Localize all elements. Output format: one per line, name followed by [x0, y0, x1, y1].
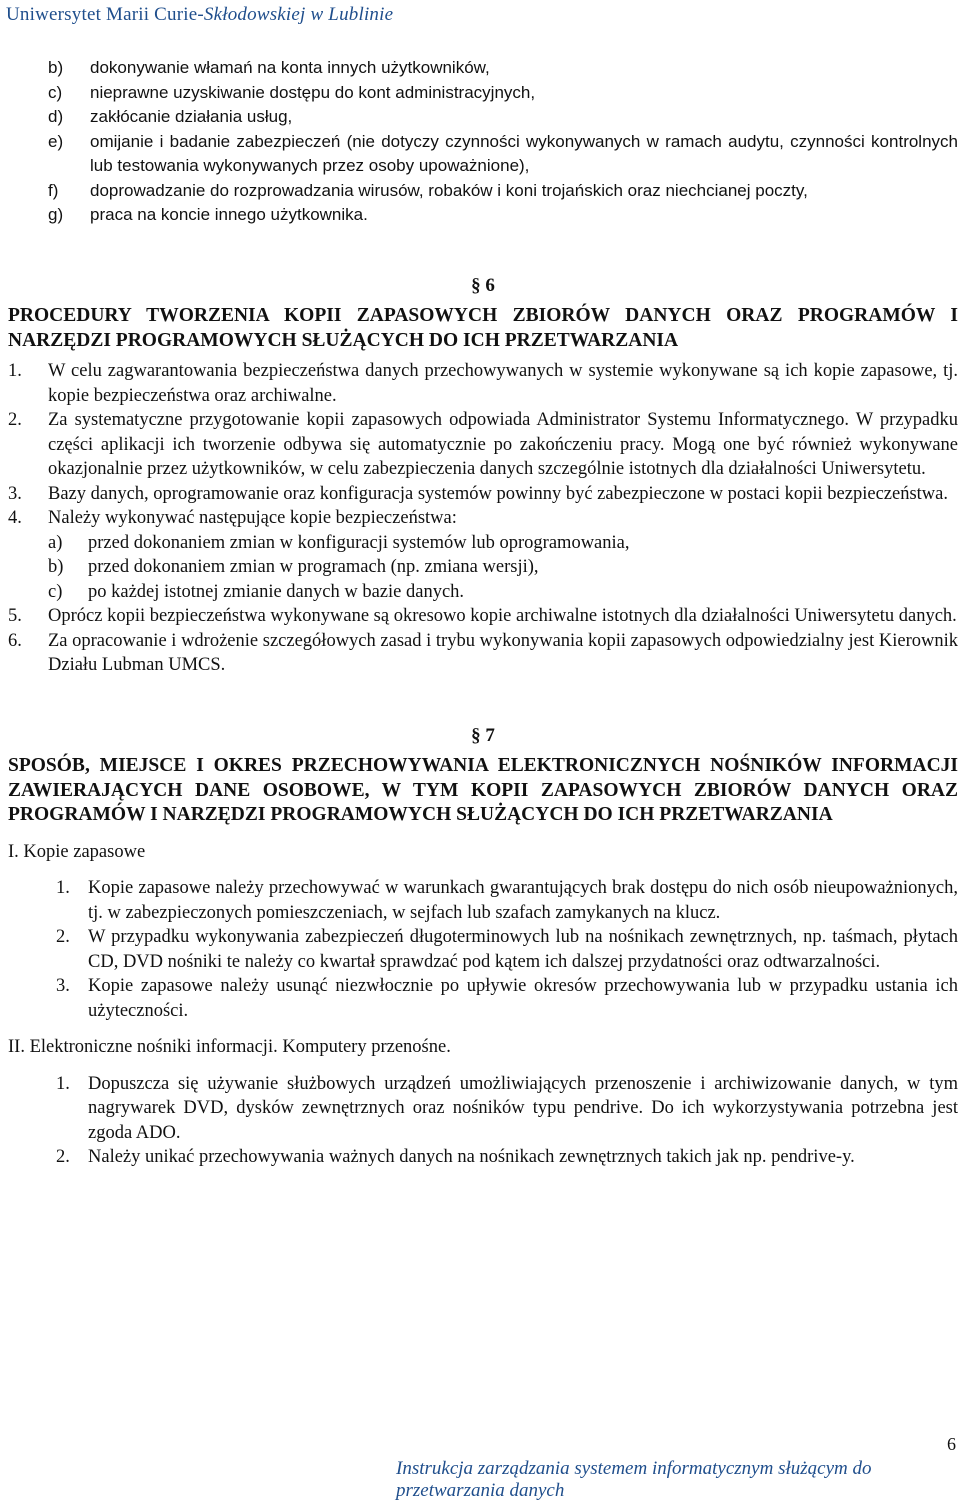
- part-2-list: [8, 1072, 958, 1170]
- list-item: b) dokonywanie włamań na konta innych użytkowników,: [48, 58, 490, 77]
- list-item: 5. Oprócz kopii bezpieczeństwa wykonywane są okresowo kopie archiwalne istotnych dla działalności Uniwersytetu danych.: [8, 606, 957, 626]
- page-number: 6: [947, 1434, 956, 1454]
- list-item: 1. Dopuszcza się używanie służbowych urządzeń umożliwiających przenoszenie i archiwizowanie danych, w tym nagrywarek DVD, dysków zewnętrznych oraz nośników typu pendrive. Do ich wykorzystywania potrzebna jest zgoda ADO.: [56, 1073, 958, 1143]
- list-item: 4. Należy wykonywać następujące kopie bezpieczeństwa:: [8, 508, 457, 528]
- part-2-heading: II. Elektroniczne nośniki informacji. Komputery przenośne.: [8, 1037, 451, 1057]
- list-item: c) po każdej istotnej zmianie danych w bazie danych.: [48, 581, 465, 602]
- list-item: 3. Kopie zapasowe należy usunąć niezwłocznie po upływie okresów przechowywania lub w przypadku ustania ich użyteczności.: [56, 976, 958, 1021]
- intro-list: [8, 56, 958, 228]
- part-1-list: [8, 876, 958, 1023]
- document-body: [8, 56, 958, 1170]
- section-7-title: SPOSÓB, MIEJSCE I OKRES PRZECHOWYWANIA ELEKTRONICZNYCH NOŚNIKÓW INFORMACJI ZAWIERAJĄCYCH DANE OSOBOWE, W TYM KOPII ZAPASOWYCH ZBIORÓW DANYCH ORAZ PROGRAMÓW I NARZĘDZI PROGRAMOWYCH SŁUŻĄCYCH DO ICH PRZETWARZANIA: [8, 755, 958, 825]
- list-item: f) doprowadzanie do rozprowadzania wirusów, robaków i koni trojańskich oraz niechcianej poczty,: [48, 180, 808, 200]
- list-item: 6. Za opracowanie i wdrożenie szczegółowych zasad i trybu wykonywania kopii zapasowych odpowiedzialny jest Kierownik Działu Lubman UMCS.: [8, 630, 958, 675]
- list-item: 2. W przypadku wykonywania zabezpieczeń długoterminowych lub na nośnikach zewnętrznych, np. taśmach, płytach CD, DVD nośniki te należy co kwartał sprawdzać pod kątem ich dalszej przydatności oraz odtwarzalności.: [56, 927, 958, 972]
- list-item: 2. Za systematyczne przygotowanie kopii zapasowych odpowiada Administrator Systemu Informatycznego. W przypadku części aplikacji ich tworzenie odbywa się automatycznie po zakończeniu pracy. Mogą one być również wykonywane okazjonalnie przez użytkowników, w celu zabezpieczenia danych szczególnie istotnych dla działalności Uniwersytetu.: [8, 410, 958, 479]
- list-item: c) nieprawne uzyskiwanie dostępu do kont administracyjnych,: [48, 82, 536, 102]
- section-7-mark: § 7: [471, 724, 495, 746]
- header-university-italic: Skłodowskiej w Lublinie: [203, 4, 394, 25]
- list-item: g) praca na koncie innego użytkownika.: [48, 205, 368, 224]
- part-1-heading: I. Kopie zapasowe: [8, 841, 146, 862]
- list-item: 1. Kopie zapasowe należy przechowywać w warunkach gwarantujących brak dostępu do nich osób nieupoważnionych, tj. w zabezpieczonych pomieszczeniach, w sejfach lub szafach zamykanych na klucz.: [56, 878, 958, 923]
- page-footer: Instrukcja zarządzania systemem informatycznym służącym do przetwarzania danych: [396, 1458, 872, 1501]
- list-item: a) przed dokonaniem zmian w konfiguracji systemów lub oprogramowania,: [48, 532, 630, 553]
- list-item: e) omijanie i badanie zabezpieczeń (nie dotyczy czynności wykonywanych w ramach audytu, czynności kontrolnych lub testowania wykonywanych przez osoby upoważnione),: [48, 131, 958, 175]
- list-item: b) przed dokonaniem zmian w programach (np. zmiana wersji),: [48, 557, 539, 577]
- list-item: 3. Bazy danych, oprogramowanie oraz konfiguracja systemów powinny być zabezpieczone w postaci kopii bezpieczeństwa.: [8, 483, 948, 504]
- list-item: 2. Należy unikać przechowywania ważnych danych na nośnikach zewnętrznych takich jak np. pendrive-y.: [56, 1147, 855, 1167]
- section-6-title: PROCEDURY TWORZENIA KOPII ZAPASOWYCH ZBIORÓW DANYCH ORAZ PROGRAMÓW I NARZĘDZI PROGRAMOWYCH SŁUŻĄCYCH DO ICH PRZETWARZANIA: [8, 305, 958, 351]
- section-6-list: [8, 359, 958, 678]
- section-6-mark: § 6: [471, 274, 495, 296]
- header-university: Uniwersytet Marii Curie-: [6, 4, 204, 25]
- list-item: 1. W celu zagwarantowania bezpieczeństwa danych przechowywanych w systemie wykonywane są ich kopie zapasowe, tj. kopie bezpieczeństwa oraz archiwalne.: [8, 361, 958, 406]
- list-item: d) zakłócanie działania usług,: [48, 107, 293, 126]
- page-header: [6, 4, 393, 26]
